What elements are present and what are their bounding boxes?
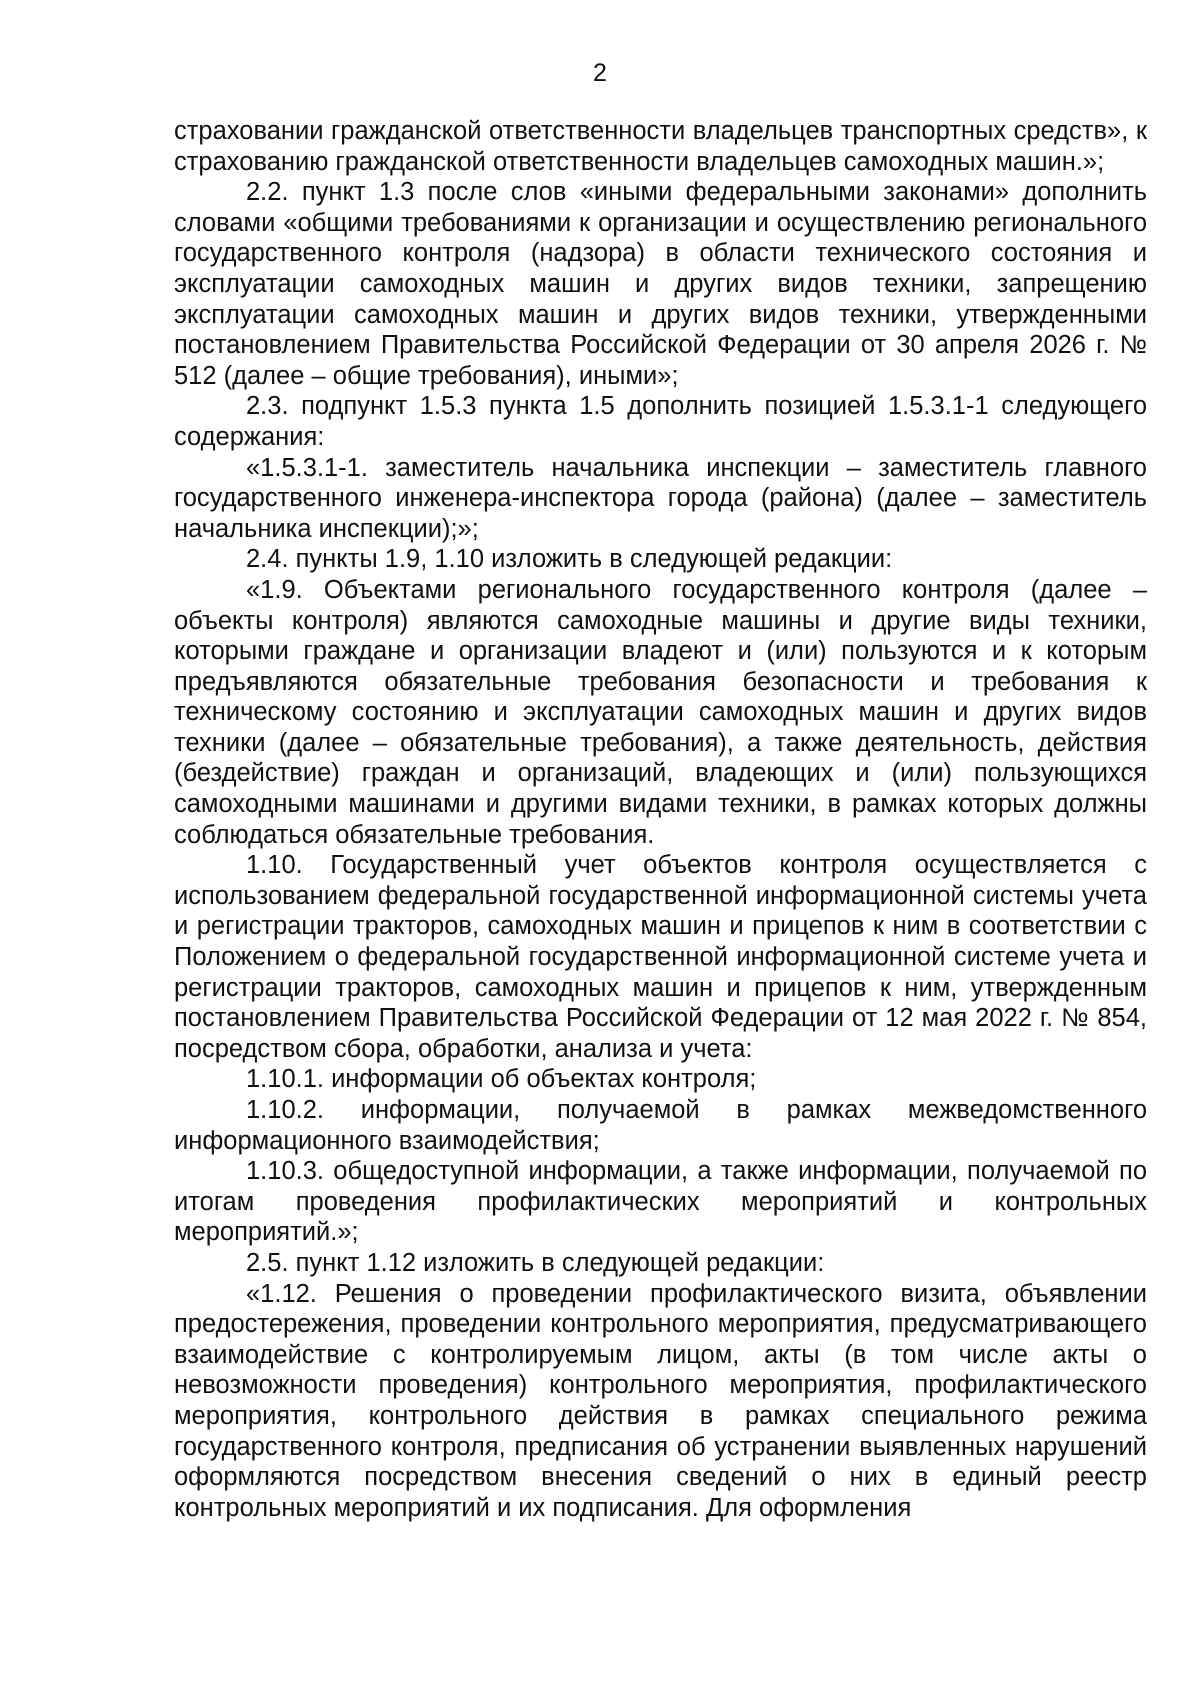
paragraph-1-10: 1.10. Государственный учет объектов контроля осуществляется с использованием федеральной государственной информационной системы учета и регистрации тракторов, самоходных машин и прицепов к ним в соответствии с Положением о федеральной государственной информационной системе учета и регистрации тракторов, самоходных машин и прицепов к ним, утвержденным постановлением Правительства Российской Федерации от 12 мая 2022 г. № 854, посредством сбора, обработки, анализа и учета: — [174, 851, 1147, 1063]
paragraph-1-10-3: 1.10.3. общедоступной информации, а также информации, получаемой по итогам проведения профилактических мероприятий и контрольных мероприятий.»; — [174, 1157, 1147, 1247]
document-body — [174, 116, 1147, 1523]
paragraph-1-5-3-1-1: «1.5.3.1-1. заместитель начальника инспекции – заместитель главного государственного инженера-инспектора города (района) (далее – заместитель начальника инспекции);»; — [174, 453, 1147, 543]
page-number: 2 — [593, 59, 607, 87]
paragraph-2-5: 2.5. пункт 1.12 изложить в следующей редакции: — [246, 1248, 825, 1277]
paragraph-2-2: 2.2. пункт 1.3 после слов «иными федеральными законами» дополнить словами «общими требованиями к организации и осуществлению регионального государственного контроля (надзора) в области технического состояния и эксплуатации самоходных машин и других видов техники, запрещению эксплуатации самоходных машин и других видов техники, утвержденными постановлением Правительства Российской Федерации от 30 апреля 2026 г. № 512 (далее – общие требования), иными»; — [174, 178, 1147, 390]
paragraph-insurance-tail: страховании гражданской ответственности владельцев транспортных средств», к страхованию гражданской ответственности владельцев самоходных машин.»; — [174, 117, 1147, 176]
paragraph-1-12: «1.12. Решения о проведении профилактического визита, объявлении предостережения, проведении контрольного мероприятия, предусматривающего взаимодействие с контролируемым лицом, акты (в том числе акты о невозможности проведения) контрольного мероприятия, профилактического мероприятия, контрольного действия в рамках специального режима государственного контроля, предписания об устранении выявленных нарушений оформляются посредством внесения сведений о них в единый реестр контрольных мероприятий и их подписания. Для оформления — [174, 1279, 1147, 1522]
paragraph-1-9: «1.9. Объектами регионального государственного контроля (далее – объекты контроля) являются самоходные машины и другие виды техники, которыми граждане и организации владеют и (или) пользуются и к которым предъявляются обязательные требования безопасности и требования к техническому состоянию и эксплуатации самоходных машин и других видов техники (далее – обязательные требования), а также деятельность, действия (бездействие) граждан и организаций, владеющих и (или) пользующихся самоходными машинами и другими видами техники, в рамках которых должны соблюдаться обязательные требования. — [174, 575, 1147, 849]
paragraph-1-10-1: 1.10.1. информации об объектах контроля; — [246, 1065, 757, 1094]
paragraph-1-10-2: 1.10.2. информации, получаемой в рамках межведомственного информационного взаимодействия; — [174, 1096, 1147, 1155]
paragraph-2-4: 2.4. пункты 1.9, 1.10 изложить в следующей редакции: — [246, 545, 893, 574]
paragraph-2-3: 2.3. подпункт 1.5.3 пункта 1.5 дополнить позицией 1.5.3.1-1 следующего содержания: — [174, 392, 1147, 451]
